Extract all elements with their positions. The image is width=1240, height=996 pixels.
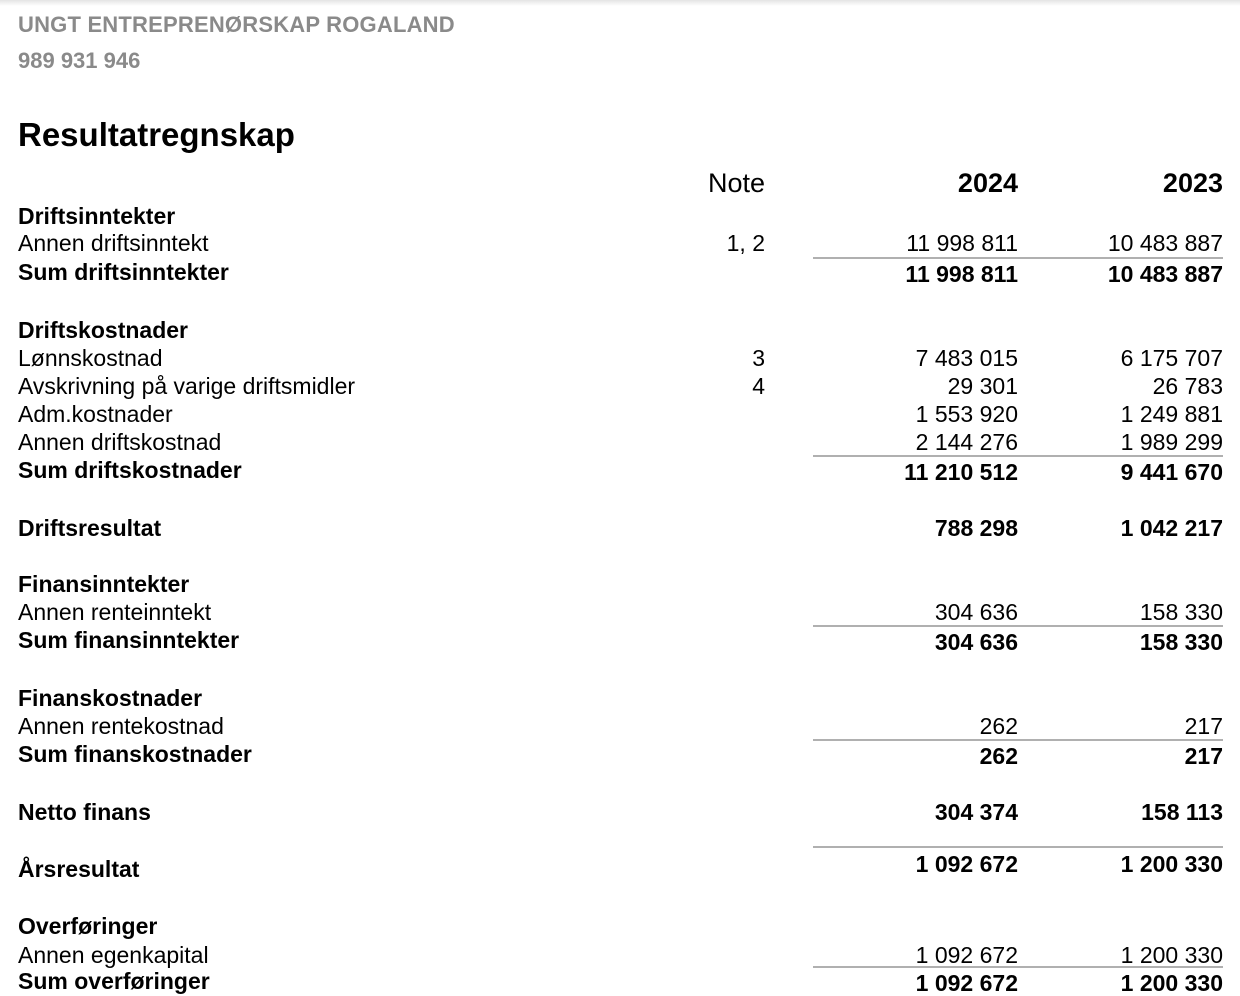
row-value-2023: 10 483 887 xyxy=(1018,257,1223,287)
row-value-2023: 1 249 881 xyxy=(1120,401,1223,427)
section-heading-driftsinntekter xyxy=(0,203,1240,229)
section-heading-driftskostnader xyxy=(0,317,1240,343)
row-value-2023: 1 200 330 xyxy=(1120,942,1223,968)
row-label: Lønnskostnad xyxy=(18,345,163,371)
row-value-2023: 1 042 217 xyxy=(1120,515,1223,541)
section-heading-overforinger xyxy=(0,913,1240,939)
table-row-annen-rentekostnad xyxy=(0,713,1240,739)
row-value-2024: 29 301 xyxy=(947,373,1018,399)
row-label: Årsresultat xyxy=(18,856,140,882)
table-row-sum-driftsinntekter xyxy=(0,259,1240,285)
row-label: Driftskostnader xyxy=(18,317,188,343)
row-note: 3 xyxy=(752,345,765,371)
row-label: Finanskostnader xyxy=(18,685,203,711)
row-label: Annen renteinntekt xyxy=(18,599,212,625)
row-value-2024: 262 xyxy=(813,739,1018,769)
table-row-arsresultat xyxy=(0,851,1240,882)
row-value-2024: 304 636 xyxy=(813,625,1018,655)
row-value-2024: 11 210 512 xyxy=(813,455,1018,485)
table-row-avskrivning xyxy=(0,373,1240,399)
row-label: Adm.kostnader xyxy=(18,401,173,427)
row-label: Sum overføringer xyxy=(18,968,210,994)
row-label: Sum finanskostnader xyxy=(18,741,252,767)
row-value-2023: 6 175 707 xyxy=(1120,345,1223,371)
row-value-2023: 9 441 670 xyxy=(1018,455,1223,485)
section-heading-finanskostnader xyxy=(0,685,1240,711)
row-label: Overføringer xyxy=(18,913,158,939)
row-label: Annen rentekostnad xyxy=(18,713,224,739)
row-label: Sum driftsinntekter xyxy=(18,259,229,285)
table-row-sum-finansinntekter xyxy=(0,627,1240,653)
row-value-2024: 11 998 811 xyxy=(906,230,1018,256)
row-value-2024: 11 998 811 xyxy=(813,257,1018,287)
row-value-2024: 304 636 xyxy=(934,599,1018,625)
org-number: 989 931 946 xyxy=(18,48,141,73)
table-row-annen-driftskostnad xyxy=(0,429,1240,455)
row-value-2024: 1 092 672 xyxy=(915,942,1018,968)
row-value-2023: 10 483 887 xyxy=(1107,230,1223,256)
row-note: 4 xyxy=(752,373,765,399)
table-row-driftsresultat xyxy=(0,515,1240,541)
table-row-lonnskostnad xyxy=(0,345,1240,371)
row-value-2024: 1 553 920 xyxy=(915,401,1018,427)
row-value-2024: 304 374 xyxy=(934,799,1018,825)
row-label: Annen egenkapital xyxy=(18,942,209,968)
row-value-2023: 158 330 xyxy=(1018,625,1223,655)
page-title: Resultatregnskap xyxy=(18,116,295,153)
table-row-sum-driftskostnader xyxy=(0,457,1240,483)
row-value-2023: 158 113 xyxy=(1141,799,1223,825)
column-header-year-2023: 2023 xyxy=(1162,168,1223,198)
table-row-sum-finanskostnader xyxy=(0,741,1240,767)
row-label: Annen driftsinntekt xyxy=(18,230,209,256)
company-name: UNGT ENTREPRENØRSKAP ROGALAND xyxy=(18,12,455,37)
row-value-2023: 217 xyxy=(1184,713,1223,739)
row-label: Driftsresultat xyxy=(18,515,162,541)
row-value-2023: 26 783 xyxy=(1152,373,1223,399)
row-value-2023: 217 xyxy=(1018,739,1223,769)
row-value-2023: 1 200 330 xyxy=(1018,966,1223,996)
row-value-2023: 1 200 330 xyxy=(1018,846,1223,877)
row-value-2024: 262 xyxy=(979,713,1018,739)
row-note: 1, 2 xyxy=(726,230,765,256)
table-row-annen-driftsinntekt xyxy=(0,230,1240,256)
row-value-2024: 788 298 xyxy=(934,515,1018,541)
row-label: Annen driftskostnad xyxy=(18,429,222,455)
table-row-sum-overforinger xyxy=(0,968,1240,994)
table-row-annen-egenkapital xyxy=(0,942,1240,968)
row-label: Driftsinntekter xyxy=(18,203,176,229)
row-label: Sum finansinntekter xyxy=(18,627,240,653)
row-value-2023: 1 989 299 xyxy=(1120,429,1223,455)
top-edge-shadow xyxy=(0,0,1240,6)
table-row-annen-renteinntekt xyxy=(0,599,1240,625)
row-label: Sum driftskostnader xyxy=(18,457,242,483)
row-value-2024: 2 144 276 xyxy=(915,429,1018,455)
column-header-year-2024: 2024 xyxy=(957,168,1018,198)
table-row-netto-finans xyxy=(0,799,1240,825)
row-label: Netto finans xyxy=(18,799,151,825)
column-header-note: Note xyxy=(707,168,765,198)
row-label: Avskrivning på varige driftsmidler xyxy=(18,373,356,399)
row-value-2023: 158 330 xyxy=(1139,599,1223,625)
row-value-2024: 7 483 015 xyxy=(915,345,1018,371)
table-row-adm-kostnader xyxy=(0,401,1240,427)
row-value-2024: 1 092 672 xyxy=(813,966,1018,996)
row-label: Finansinntekter xyxy=(18,571,190,597)
section-heading-finansinntekter xyxy=(0,571,1240,597)
row-value-2024: 1 092 672 xyxy=(813,846,1018,877)
